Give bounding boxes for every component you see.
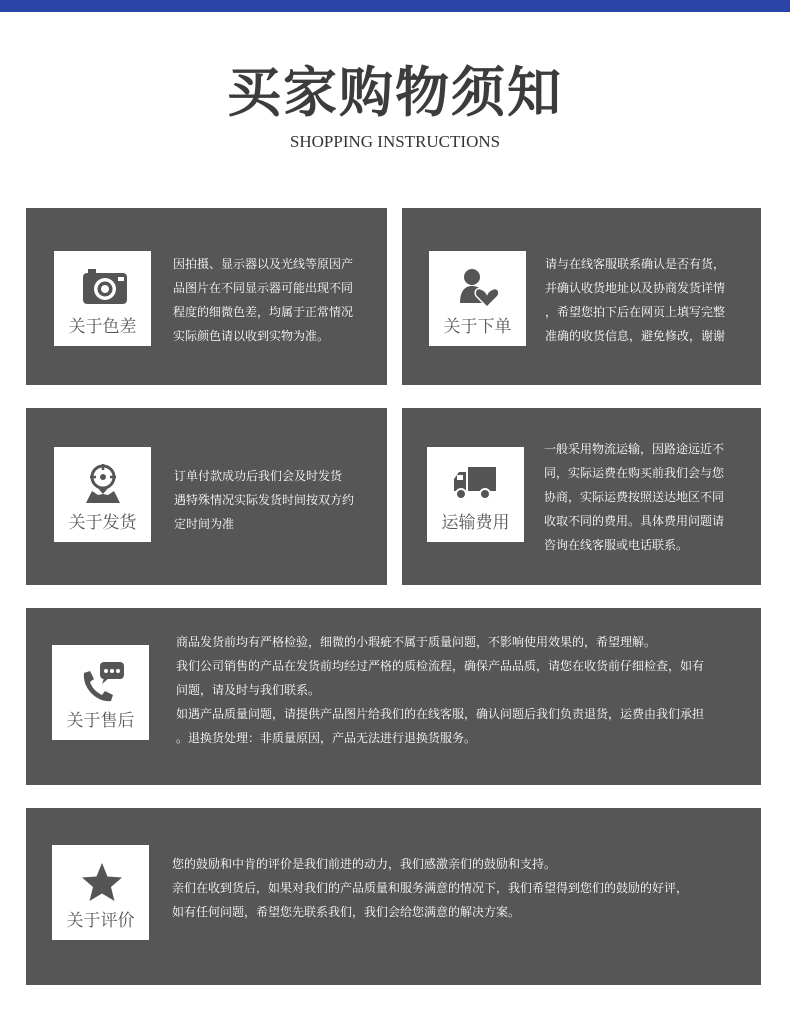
card-label: 关于色差 xyxy=(68,317,137,337)
top-accent-bar xyxy=(0,0,790,12)
text-line: 品图片在不同显示器可能出现不同 xyxy=(173,281,354,295)
card-text xyxy=(545,252,725,348)
page-title: 买家购物须知 xyxy=(227,61,563,124)
text-line: 程度的细微色差，均属于正常情况 xyxy=(173,305,354,319)
text-line: 商品发货前均有严格检验，细微的小瑕疵不属于质量问题，不影响使用效果的，希望理解。 xyxy=(176,635,657,649)
text-line: 我们公司销售的产品在发货前均经过严格的质检流程，确保产品品质，请您在收货前仔细检查，如有 xyxy=(176,659,705,673)
card-ordering xyxy=(402,208,761,385)
text-line: 因拍摄、显示器以及光线等原因产 xyxy=(173,257,354,271)
text-line: 定时间为准 xyxy=(174,517,235,531)
text-line: 一般采用物流运输，因路途远近不 xyxy=(544,442,725,456)
text-line: 问题，请及时与我们联系。 xyxy=(176,683,321,697)
star-icon xyxy=(80,861,124,903)
icon-box xyxy=(54,251,151,346)
icon-box xyxy=(429,251,526,346)
camera-icon xyxy=(82,267,128,307)
card-shipping-cost xyxy=(402,408,761,585)
text-line: 如遇产品质量问题，请提供产品图片给我们的在线客服，确认问题后我们负责退货，运费由我们承担 xyxy=(176,707,705,721)
card-label: 关于下单 xyxy=(443,317,512,337)
card-text xyxy=(176,630,704,750)
text-line: 准确的收货信息，避免修改，谢谢 xyxy=(545,329,726,343)
card-color-difference xyxy=(26,208,387,385)
text-line: 收取不同的费用。具体费用问题请 xyxy=(544,514,725,528)
card-text xyxy=(174,464,354,536)
text-line: 咨询在线客服或电话联系。 xyxy=(544,538,689,552)
text-line: 如有任何问题，希望您先联系我们，我们会给您满意的解决方案。 xyxy=(172,905,521,919)
text-line: 同，实际运费在购买前我们会与您 xyxy=(544,466,725,480)
card-text xyxy=(172,852,688,924)
text-line: 实际颜色请以收到实物为准。 xyxy=(173,329,330,343)
location-pin-icon xyxy=(82,463,124,505)
text-line: 遇特殊情况实际发货时间按双方约 xyxy=(174,493,355,507)
text-line: ，希望您拍下后在网页上填写完整 xyxy=(545,305,726,319)
text-line: 您的鼓励和中肯的评价是我们前进的动力，我们感激亲们的鼓励和支持。 xyxy=(172,857,557,871)
text-line: 。退换货处理：非质量原因，产品无法进行退换货服务。 xyxy=(176,731,477,745)
card-text xyxy=(544,437,724,557)
card-label: 关于售后 xyxy=(66,711,135,731)
phone-chat-icon xyxy=(80,661,126,705)
text-line: 订单付款成功后我们会及时发货 xyxy=(174,469,343,483)
text-line: 协商，实际运费按照送达地区不同 xyxy=(544,490,725,504)
text-line: 亲们在收到货后，如果对我们的产品质量和服务满意的情况下，我们希望得到您们的鼓励的好评， xyxy=(172,881,689,895)
text-line: 并确认收货地址以及协商发货详情 xyxy=(545,281,726,295)
card-shipping xyxy=(26,408,387,585)
text-line: 请与在线客服联系确认是否有货， xyxy=(545,257,726,271)
page-subtitle: SHOPPING INSTRUCTIONS xyxy=(289,132,501,151)
icon-box xyxy=(427,447,524,542)
icon-box xyxy=(54,447,151,542)
icon-box xyxy=(52,845,149,940)
truck-icon xyxy=(452,463,498,503)
card-label: 关于评价 xyxy=(66,911,135,931)
user-heart-icon xyxy=(457,267,499,309)
icon-box xyxy=(52,645,149,740)
card-after-sales xyxy=(26,608,761,785)
card-reviews xyxy=(26,808,761,985)
card-text xyxy=(173,252,353,348)
card-label: 运输费用 xyxy=(441,513,510,533)
card-label: 关于发货 xyxy=(68,513,137,533)
